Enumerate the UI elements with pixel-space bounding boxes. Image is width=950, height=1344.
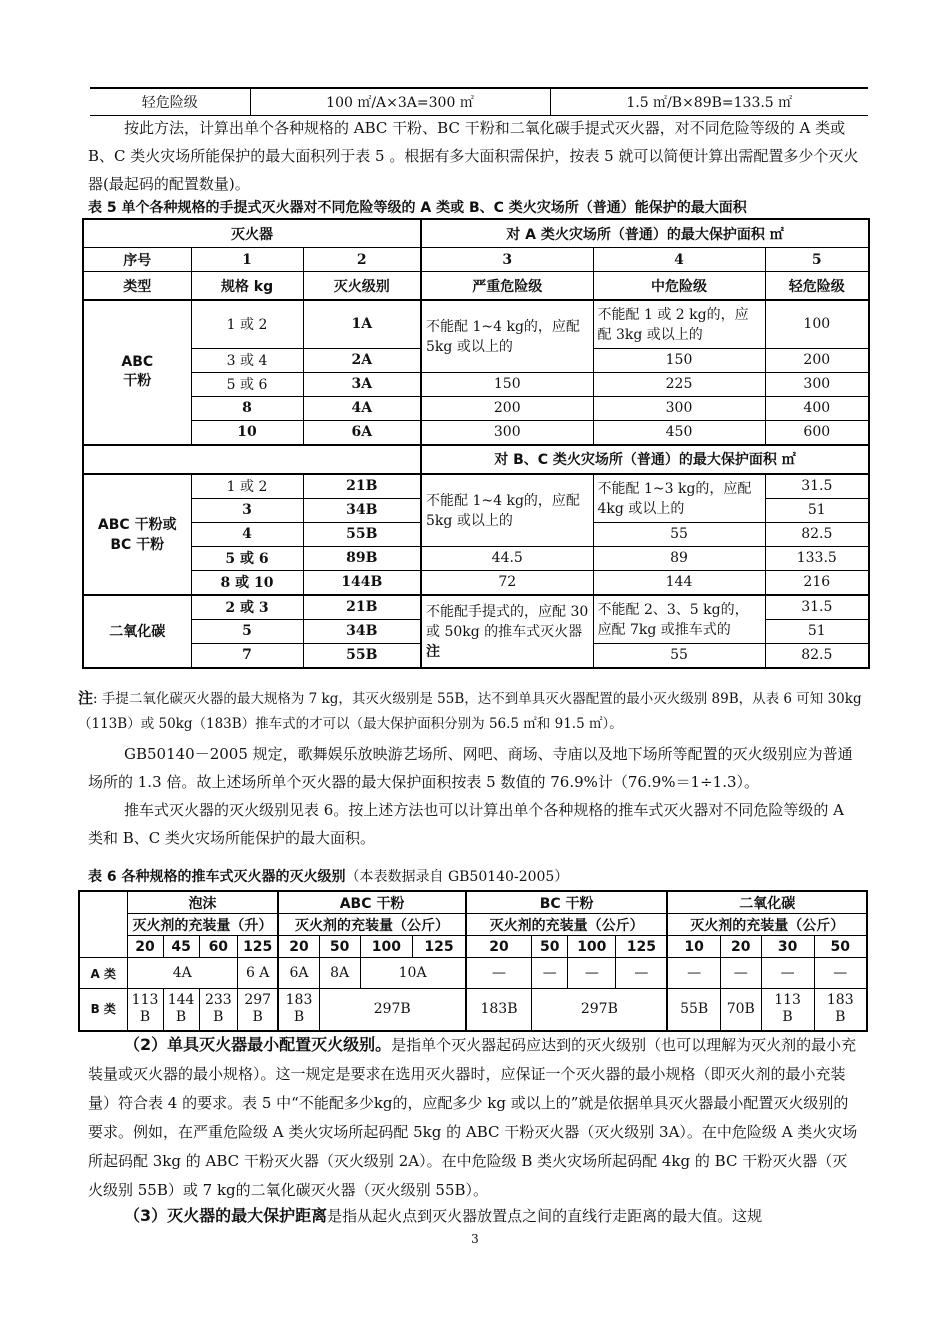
- table6-caption-bold: 表 6 各种规格的推车式灭火器的灭火级别: [88, 869, 346, 885]
- t6-a-cell: —: [667, 958, 720, 989]
- page-number: 3: [471, 1232, 479, 1246]
- bc-medium-note: 不能配 1~3 kg的，应配 4kg 或以上的: [593, 474, 765, 523]
- abc-severe: 150: [421, 372, 593, 396]
- bc-rating: 89B: [303, 546, 421, 570]
- t6-b-cell: 297B: [319, 989, 466, 1031]
- paragraph-5: [88, 1202, 860, 1230]
- t6-b-cell: 113 B: [127, 989, 163, 1031]
- t6-b-cell: 183 B: [278, 989, 319, 1031]
- t6-a-cell: 6A: [278, 958, 319, 989]
- abc-rating: 6A: [303, 420, 421, 445]
- h-rating: 灭火级别: [303, 272, 421, 301]
- h-light: 轻危险级: [765, 272, 869, 301]
- co2-light: 31.5: [765, 595, 869, 620]
- t6-size: 50: [319, 936, 360, 958]
- bc-severe: 44.5: [421, 546, 593, 570]
- bc-spec: 4: [191, 522, 303, 546]
- t6-abc: ABC 干粉: [278, 891, 465, 914]
- abc-rating: 1A: [303, 300, 421, 348]
- co2-light: 51: [765, 619, 869, 643]
- top-row-b-area: 1.5 ㎡/B×89B=133.5 ㎡: [550, 88, 868, 116]
- bc-light: 51: [765, 498, 869, 522]
- col-num-1: 1: [191, 248, 303, 272]
- col-num-4: 4: [593, 248, 765, 272]
- col-num-2: 2: [303, 248, 421, 272]
- t6-corner: [79, 891, 127, 958]
- t6-b-cell: 55B: [667, 989, 720, 1031]
- t6-b-label: B 类: [79, 989, 127, 1031]
- co2-note-mark: 注: [426, 644, 441, 660]
- abc-light: 400: [765, 396, 869, 420]
- t6-size: 60: [199, 936, 237, 958]
- t6-a-cell: —: [568, 958, 616, 989]
- para5-lead: （3）灭火器的最大保护距离: [124, 1206, 328, 1225]
- t6-size: 20: [278, 936, 319, 958]
- h-type: 类型: [83, 272, 191, 301]
- h-medium: 中危险级: [593, 272, 765, 301]
- paragraph-2: GB50140－2005 规定，歌舞娱乐放映游艺场所、网吧、商场、寺庙以及地下场所等配置的灭火级别应为普通场所的 1.3 倍。故上述场所单个灭火器的最大保护面积按表 5 数值的 76.9%计（76.9%＝1÷1.3）。: [88, 745, 853, 791]
- bc-light: 133.5: [765, 546, 869, 570]
- bc-medium: 55: [593, 522, 765, 546]
- t6-a-cell: 6 A: [238, 958, 279, 989]
- t6-size: 100: [568, 936, 616, 958]
- abc-light: 600: [765, 420, 869, 445]
- abc-rating: 2A: [303, 348, 421, 372]
- t6-a-cell: —: [616, 958, 668, 989]
- abc-severe: 300: [421, 420, 593, 445]
- t6-a-cell: 8A: [319, 958, 360, 989]
- note-label: 注: [78, 689, 94, 707]
- abc-light: 300: [765, 372, 869, 396]
- bc-light: 82.5: [765, 522, 869, 546]
- note-text: : 手提二氧化碳灭火器的最大规格为 7 kg，其灭火级别是 55B，达不到单具灭火器配置的最小灭火级别 89B，从表 6 可知 30kg（113B）或 50kg（183B）推车式的才可以（最大保护面积分别为 56.5 ㎡和 91.5 ㎡）。: [78, 691, 862, 732]
- table5-note: [78, 686, 868, 737]
- bc-severe-note: 不能配 1~4 kg的，应配 5kg 或以上的: [421, 474, 593, 547]
- co2-medium: 55: [593, 643, 765, 668]
- bc-type: ABC 干粉或 BC 干粉: [83, 474, 191, 595]
- t6-size: 125: [238, 936, 279, 958]
- col-num-5: 5: [765, 248, 869, 272]
- t6-co2-sub: 灭火剂的充装量（公斤）: [667, 914, 867, 936]
- co2-spec: 7: [191, 643, 303, 668]
- bc-rating: 34B: [303, 498, 421, 522]
- table5-caption: 表 5 单个各种规格的手提式灭火器对不同危险等级的 A 类或 B、C 类火灾场所（普通）能保护的最大面积: [88, 200, 747, 216]
- t6-foam: 泡沫: [127, 891, 278, 914]
- t6-size: 20: [720, 936, 761, 958]
- t6-bc-sub: 灭火剂的充装量（公斤）: [466, 914, 668, 936]
- abc-medium: 225: [593, 372, 765, 396]
- t6-a-cell: —: [466, 958, 532, 989]
- table-5: [82, 218, 870, 669]
- t6-size: 20: [127, 936, 163, 958]
- bc-spec: 3: [191, 498, 303, 522]
- bc-spec: 8 或 10: [191, 570, 303, 595]
- t6-b-cell: 183 B: [814, 989, 867, 1031]
- abc-light: 200: [765, 348, 869, 372]
- bc-medium: 89: [593, 546, 765, 570]
- t6-b-cell: 233 B: [199, 989, 237, 1031]
- co2-severe-note-text: 不能配手提式的，应配 30 或 50kg 的推车式灭火器: [426, 604, 589, 640]
- t6-b-cell: 70B: [720, 989, 761, 1031]
- bc-rating: 144B: [303, 570, 421, 595]
- t6-b-cell: 144 B: [163, 989, 199, 1031]
- abc-rating: 4A: [303, 396, 421, 420]
- h-severe: 严重危险级: [421, 272, 593, 301]
- h-spec: 规格 kg: [191, 272, 303, 301]
- para5-text: 是指从起火点到灭火器放置点之间的直线行走距离的最大值。这规: [327, 1207, 763, 1225]
- col-num-3: 3: [421, 248, 593, 272]
- bc-severe: 72: [421, 570, 593, 595]
- table-6: [78, 890, 868, 1032]
- t6-size: 10: [667, 936, 720, 958]
- abc-spec: 8: [191, 396, 303, 420]
- t6-b-cell: 297B: [532, 989, 668, 1031]
- abc-medium: 300: [593, 396, 765, 420]
- bc-medium: 144: [593, 570, 765, 595]
- bc-light: 31.5: [765, 474, 869, 499]
- abc-medium: 150: [593, 348, 765, 372]
- t6-co2: 二氧化碳: [667, 891, 867, 914]
- co2-severe-note: [421, 595, 593, 668]
- t6-b-cell: 113 B: [761, 989, 814, 1031]
- t6-a-cell: —: [532, 958, 568, 989]
- t6-bc: BC 干粉: [466, 891, 668, 914]
- abc-severe: 200: [421, 396, 593, 420]
- h-bc-area: 对 B、C 类火灾场所（普通）的最大保护面积 ㎡: [421, 445, 869, 474]
- h-extinguisher: 灭火器: [83, 219, 421, 248]
- t6-a-cell: —: [814, 958, 867, 989]
- h-a-area: 对 A 类火灾场所（普通）的最大保护面积 ㎡: [421, 219, 869, 248]
- abc-spec: 1 或 2: [191, 300, 303, 348]
- abc-medium: 450: [593, 420, 765, 445]
- bc-rating: 21B: [303, 474, 421, 499]
- t6-a-cell: 4A: [127, 958, 237, 989]
- abc-severe-note: 不能配 1~4 kg的，应配 5kg 或以上的: [421, 300, 593, 372]
- paragraph-3: 推车式灭火器的灭火级别见表 6。按上述方法也可以计算出单个各种规格的推车式灭火器对不同危险等级的 A 类和 B、C 类火灾场所能保护的最大面积。: [88, 801, 844, 847]
- h-seq: 序号: [83, 248, 191, 272]
- co2-medium-note: 不能配 2、3、5 kg的，应配 7kg 或推车式的: [593, 595, 765, 644]
- abc-light: 100: [765, 300, 869, 348]
- t6-a-cell: —: [720, 958, 761, 989]
- t6-size: 30: [761, 936, 814, 958]
- para4-lead: （2）单具灭火器最小配置灭火级别。: [124, 1035, 392, 1054]
- bc-spec: 1 或 2: [191, 474, 303, 499]
- t6-size: 50: [532, 936, 568, 958]
- t6-size: 45: [163, 936, 199, 958]
- paragraph-1: 按此方法，计算出单个各种规格的 ABC 干粉、BC 干粉和二氧化碳手提式灭火器，对不同危险等级的 A 类或 B、C 类火灾场所能保护的最大面积列于表 5 。根据有多大面积需保护，按表 5 就可以简便计算出需配置多少个灭火器(最起码的配置数量)。: [88, 119, 859, 193]
- t6-b-cell: 297 B: [238, 989, 279, 1031]
- co2-type: 二氧化碳: [83, 595, 191, 668]
- abc-rating: 3A: [303, 372, 421, 396]
- t6-size: 50: [814, 936, 867, 958]
- t6-a-cell: —: [761, 958, 814, 989]
- bc-header-blank: [83, 445, 421, 474]
- table6-caption: [88, 866, 568, 886]
- t6-a-label: A 类: [79, 958, 127, 989]
- top-row-table: [90, 87, 868, 116]
- t6-size: 125: [616, 936, 668, 958]
- t6-size: 20: [466, 936, 532, 958]
- t6-a-cell: 10A: [360, 958, 466, 989]
- bc-rating: 55B: [303, 522, 421, 546]
- paragraph-4: [88, 1030, 860, 1205]
- table6-caption-note: （本表数据录自 GB50140-2005）: [345, 869, 569, 885]
- co2-spec: 5: [191, 619, 303, 643]
- abc-spec: 3 或 4: [191, 348, 303, 372]
- co2-spec: 2 或 3: [191, 595, 303, 620]
- para4-text: 是指单个灭火器起码应达到的灭火级别（也可以理解为灭火剂的最小充装量或灭火器的最小规格）。这一规定是要求在选用灭火器时，应保证一个灭火器的最小规格（即灭火剂的最小充装量）符合表 4 的要求。表 5 中“不能配多少kg的，应配多少 kg 或以上的”就是依据单具灭火器最小配置灭火级别的要求。例如，在严重危险级 A 类火灾场所起码配 5kg 的 ABC 干粉灭火器（灭火级别 3A）。在中危险级 A 类火灾场所起码配 3kg 的 ABC 干粉灭火器（灭火级别 2A）。在中危险级 B 类火灾场所起码配 4kg 的 BC 干粉灭火器（灭火级别 55B）或 7 kg的二氧化碳灭火器（灭火级别 55B）。: [88, 1036, 858, 1199]
- t6-size: 100: [360, 936, 413, 958]
- top-row-level: 轻危险级: [90, 88, 250, 116]
- t6-abc-sub: 灭火剂的充装量（公斤）: [278, 914, 465, 936]
- co2-rating: 34B: [303, 619, 421, 643]
- co2-rating: 21B: [303, 595, 421, 620]
- t6-b-cell: 183B: [466, 989, 532, 1031]
- co2-light: 82.5: [765, 643, 869, 668]
- abc-medium-note: 不能配 1 或 2 kg的，应配 3kg 或以上的: [593, 300, 765, 348]
- t6-foam-sub: 灭火剂的充装量（升）: [127, 914, 278, 936]
- bc-light: 216: [765, 570, 869, 595]
- t6-size: 125: [413, 936, 466, 958]
- abc-type: ABC 干粉: [83, 300, 191, 445]
- bc-spec: 5 或 6: [191, 546, 303, 570]
- co2-rating: 55B: [303, 643, 421, 668]
- abc-spec: 10: [191, 420, 303, 445]
- top-row-a-area: 100 ㎡/A×3A=300 ㎡: [250, 88, 550, 116]
- abc-spec: 5 或 6: [191, 372, 303, 396]
